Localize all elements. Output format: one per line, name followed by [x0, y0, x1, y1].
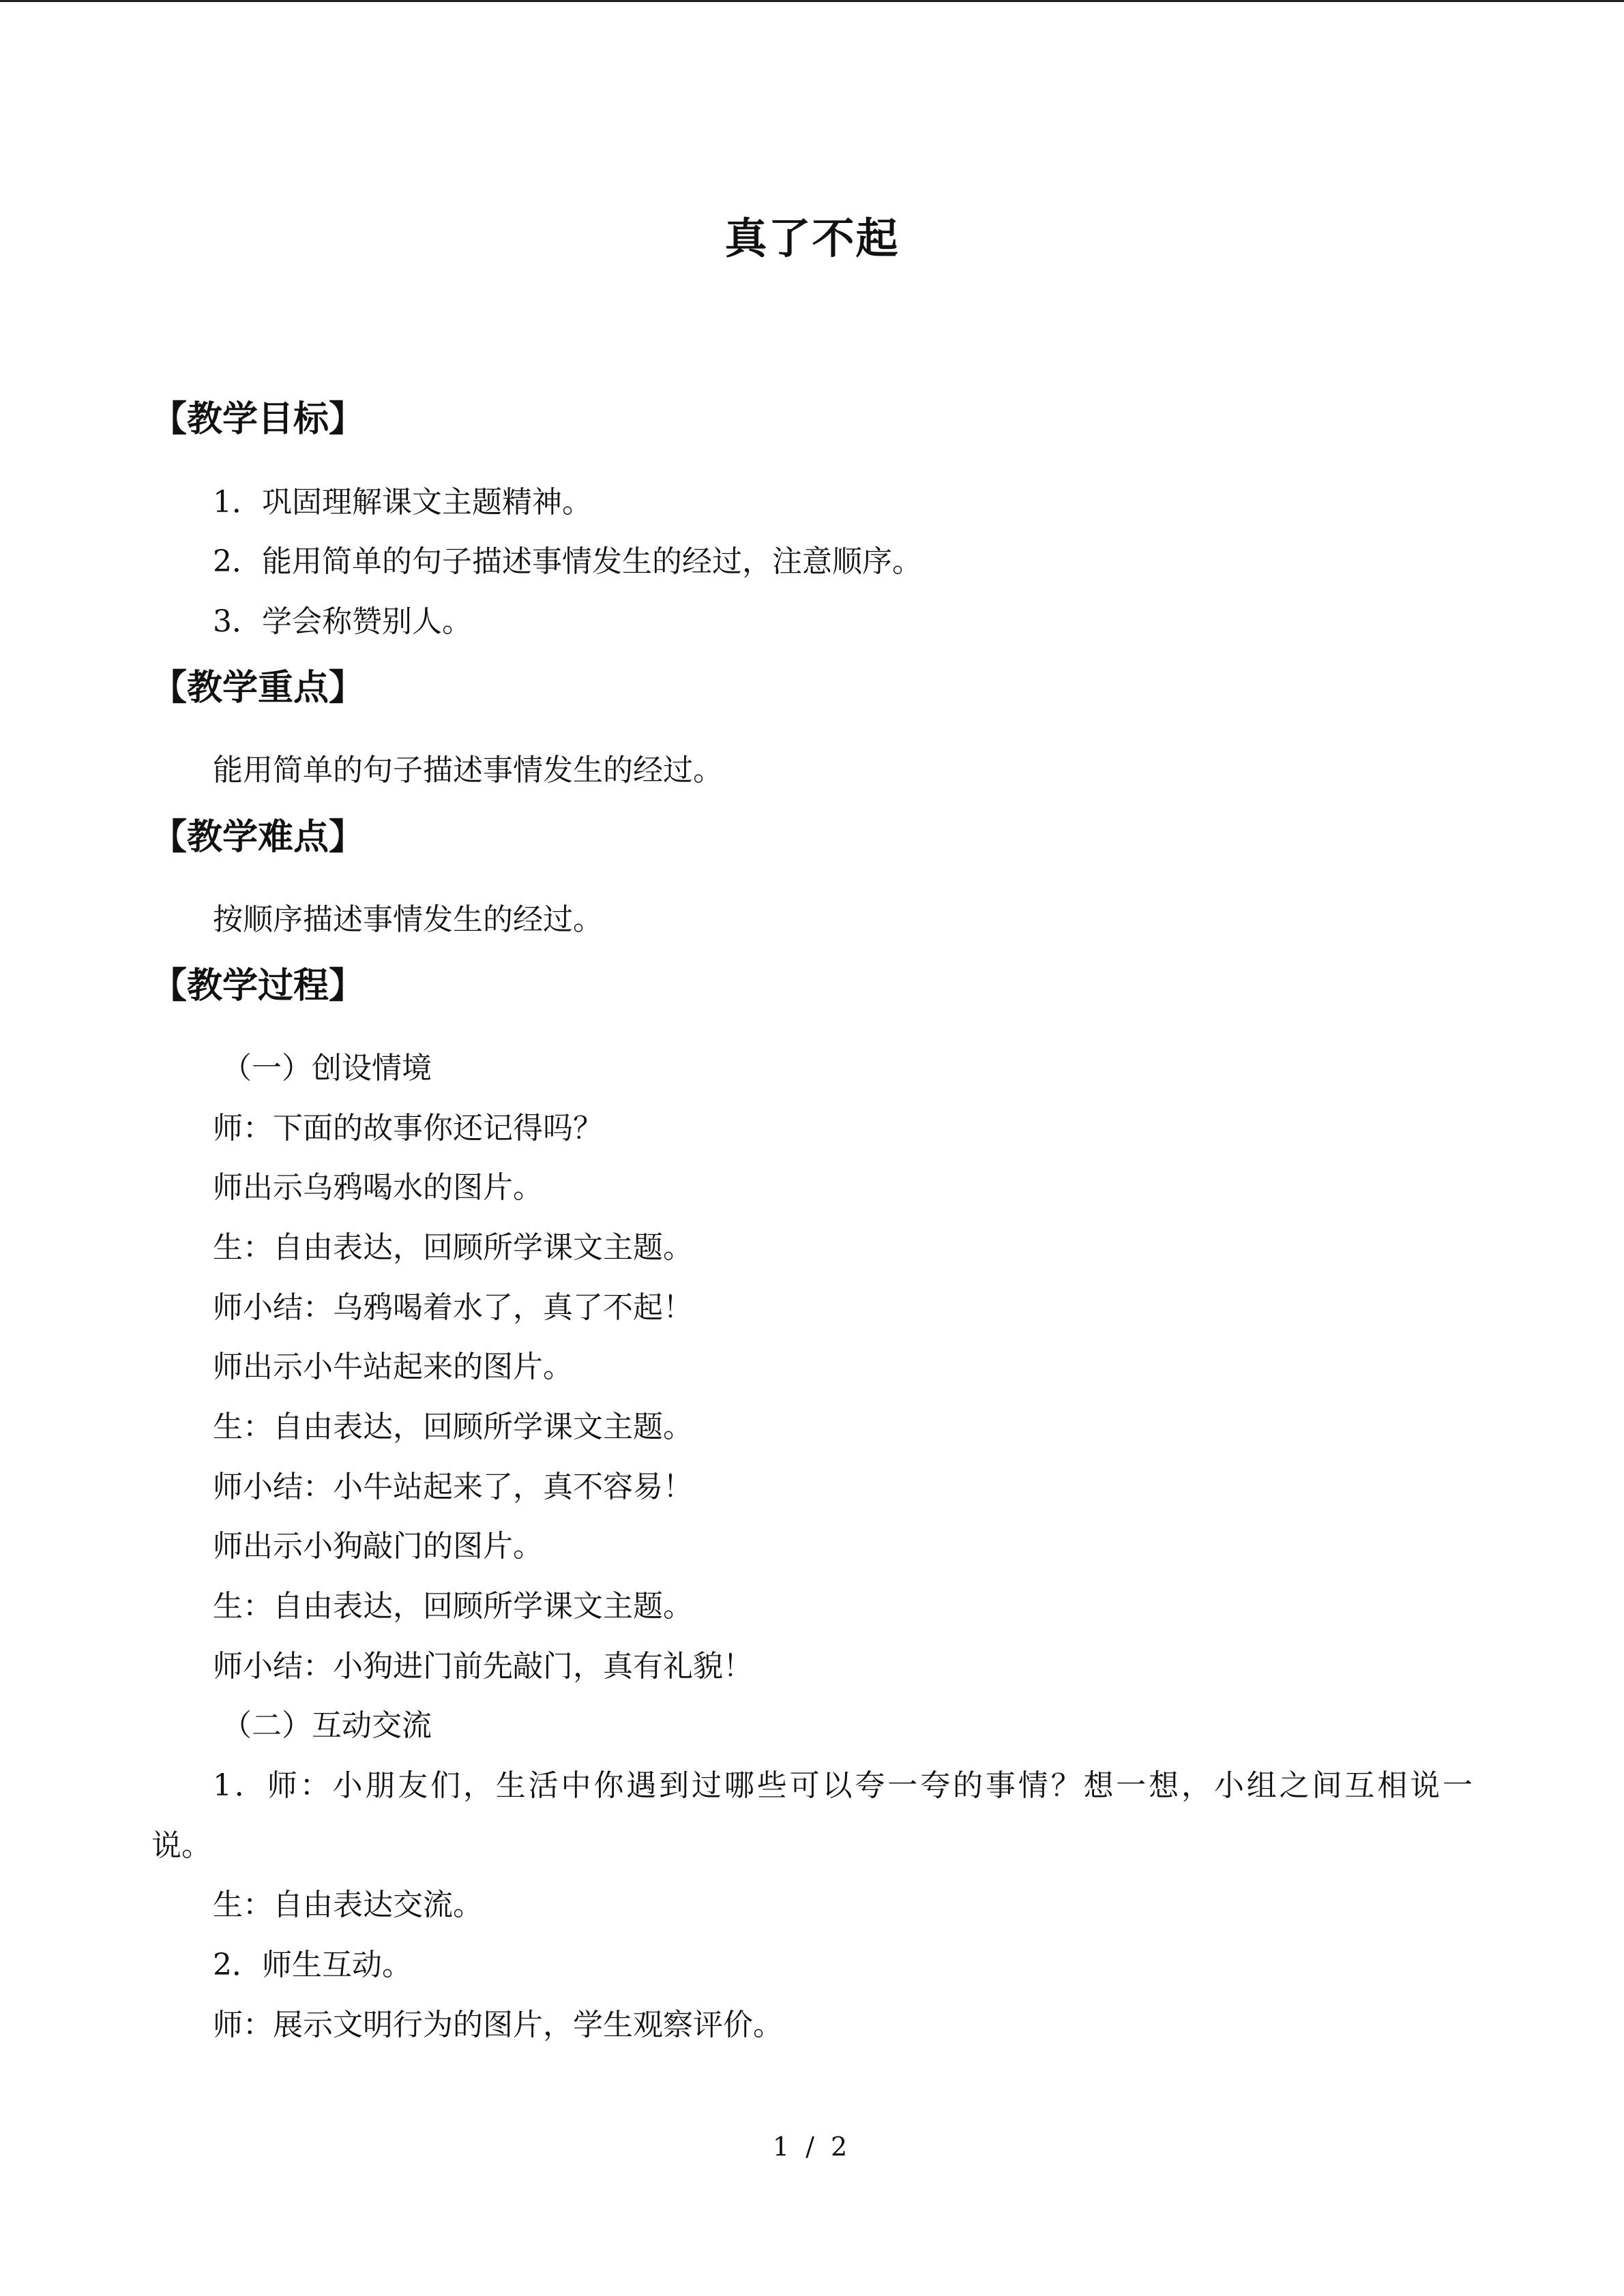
process-line: 生：自由表达，回顾所学课文主题。 [213, 1230, 693, 1265]
process-line: 师出示乌鸦喝水的图片。 [213, 1170, 543, 1205]
process-line: 师：下面的故事你还记得吗？ [213, 1111, 603, 1146]
process-line: 说。 [151, 1828, 211, 1863]
section-heading-process: 【教学过程】 [151, 965, 365, 1007]
process-line: 生：自由表达，回顾所学课文主题。 [213, 1410, 693, 1444]
goal-item: 2．能用简单的句子描述事情发生的经过，注意顺序。 [213, 544, 922, 579]
process-part2-title: （二）互动交流 [222, 1708, 432, 1743]
top-border-line [0, 0, 1624, 2]
section-heading-difficulties: 【教学难点】 [151, 816, 365, 858]
goal-item: 3．学会称赞别人。 [213, 604, 472, 639]
page-number: 1 / 2 [772, 2132, 852, 2162]
process-line: 师出示小狗敲门的图片。 [213, 1529, 543, 1564]
process-part1-title: （一）创设情境 [222, 1051, 432, 1086]
process-line: 师：展示文明行为的图片，学生观察评价。 [213, 2008, 783, 2042]
section-heading-goals: 【教学目标】 [151, 398, 365, 440]
process-line: 生：自由表达交流。 [213, 1888, 483, 1922]
process-line: 师小结：小狗进门前先敲门，真有礼貌！ [213, 1649, 753, 1684]
process-line: 师小结：乌鸦喝着水了，真了不起！ [213, 1290, 693, 1325]
process-line: 1．师：小朋友们，生活中你遇到过哪些可以夸一夸的事情？想一想，小组之间互相说一 [213, 1768, 1473, 1803]
process-line: 师出示小牛站起来的图片。 [213, 1350, 573, 1384]
document-title: 真了不起 [724, 213, 900, 263]
process-line: 生：自由表达，回顾所学课文主题。 [213, 1589, 693, 1624]
process-line: 2．师生互动。 [213, 1948, 412, 1982]
goal-item: 1．巩固理解课文主题精神。 [213, 485, 592, 520]
process-line: 师小结：小牛站起来了，真不容易！ [213, 1470, 693, 1504]
difficulties-text: 按顺序描述事情发生的经过。 [213, 902, 603, 937]
key-points-text: 能用简单的句子描述事情发生的经过。 [213, 753, 723, 788]
section-heading-key-points: 【教学重点】 [151, 667, 365, 709]
